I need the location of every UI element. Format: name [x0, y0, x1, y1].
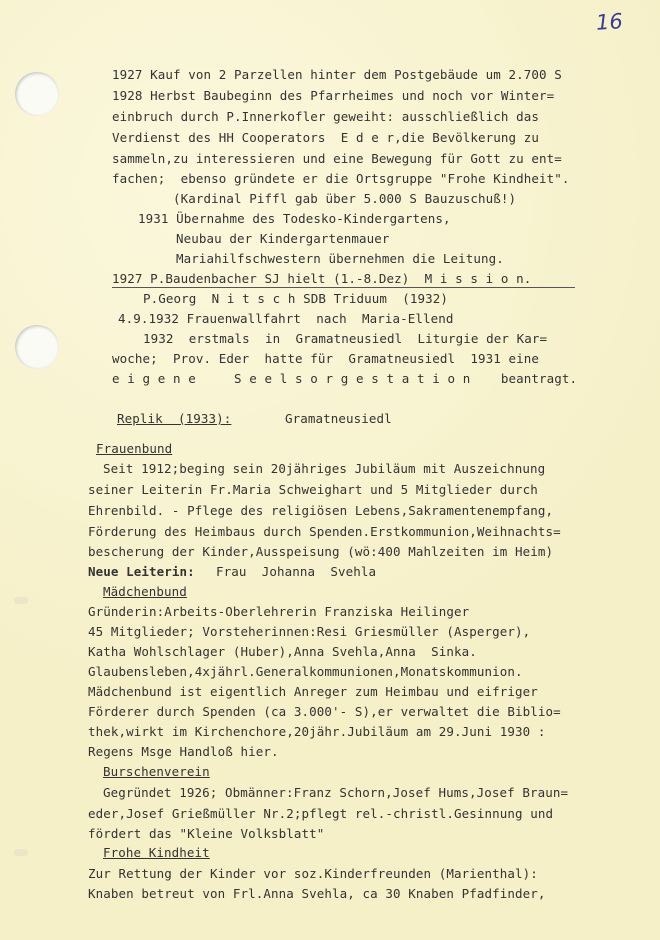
text-line: 1932 erstmals in Gramatneusiedl Liturgie der Kar= — [143, 331, 548, 346]
punch-hole-top — [15, 72, 59, 116]
text-line: Gegründet 1926; Obmänner:Franz Schorn,Josef Hums,Josef Braun= — [103, 785, 569, 800]
page-number: 16 — [595, 9, 624, 35]
section-heading-replik: Replik (1933): — [117, 411, 232, 426]
text-line: 45 Mitglieder; Vorsteherinnen:Resi Griesmüller (Asperger), — [88, 624, 531, 639]
text-line: thek,wirkt im Kirchenchore,20jähr.Jubiläum am 29.Juni 1930 : — [88, 724, 546, 739]
text-line: eder,Josef Grießmüller Nr.2;pflegt rel.-christl.Gesinnung und — [88, 806, 554, 821]
text-line: Regens Msge Handloß hier. — [88, 744, 279, 759]
margin-mark — [14, 597, 28, 604]
punch-hole-bottom — [15, 325, 59, 369]
text-line: 1931 Übernahme des Todesko-Kindergartens, — [138, 211, 451, 226]
text-line: e i g e n e S e e l s o r g e s t a t i o n beantragt. — [112, 371, 578, 386]
section-heading-frohe-kindheit: Frohe Kindheit — [103, 845, 210, 860]
section-heading-maedchenbund: Mädchenbund — [103, 584, 187, 599]
margin-mark — [14, 849, 28, 856]
text-line: Glaubensleben,4xjährl.Generalkommunionen,Monatskommunion. — [88, 664, 523, 679]
text-line: seiner Leiterin Fr.Maria Schweighart und 5 Mitglieder durch — [88, 482, 538, 497]
text-line: Neubau der Kindergartenmauer — [176, 231, 390, 246]
text-line: Frau Johanna Svehla — [216, 564, 377, 579]
text-line: Förderung des Heimbaus durch Spenden.Erstkommunion,Weihnachts= — [88, 524, 561, 539]
text-line: Förderer durch Spenden (ca 3.000'- S),er verwaltet die Biblio= — [88, 704, 561, 719]
text-line: Mädchenbund ist eigentlich Anreger zum Heimbau und eifriger — [88, 684, 538, 699]
text-line: P.Georg N i t s c h SDB Triduum (1932) — [143, 291, 449, 306]
text-line: sammeln,zu interessieren und eine Bewegung für Gott zu ent= — [112, 151, 562, 166]
text-line: 1928 Herbst Baubeginn des Pfarrheimes und noch vor Winter= — [112, 88, 555, 103]
text-line: Gramatneusiedl — [285, 411, 392, 426]
text-line: 1927 Kauf von 2 Parzellen hinter dem Postgebäude um 2.700 S — [112, 67, 562, 82]
section-heading-burschenverein: Burschenverein — [103, 764, 210, 779]
text-line: woche; Prov. Eder hatte für Gramatneusiedl 1931 eine — [112, 351, 540, 366]
text-line: bescherung der Kinder,Ausspeisung (wö:400 Mahlzeiten im Heim) — [88, 544, 554, 559]
text-line: (Kardinal Piffl gab über 5.000 S Bauzuschuß!) — [173, 191, 517, 206]
text-line: Katha Wohlschlager (Huber),Anna Svehla,Anna Sinka. — [88, 644, 477, 659]
section-heading-frauenbund: Frauenbund — [96, 441, 173, 456]
text-line: einbruch durch P.Innerkofler geweiht: ausschließlich das — [112, 109, 540, 124]
text-line: Ehrenbild. - Pflege des religiösen Lebens,Sakramentenempfang, — [88, 503, 554, 518]
text-line: Gründerin:Arbeits-Oberlehrerin Franziska Heilinger — [88, 604, 470, 619]
text-line: 4.9.1932 Frauenwallfahrt nach Maria-Ellend — [118, 311, 454, 326]
text-line-mission: 1927 P.Baudenbacher SJ hielt (1.-8.Dez) M i s s i o n. — [112, 271, 532, 286]
underline-rule — [112, 287, 575, 288]
text-line: fördert das "Kleine Volksblatt" — [88, 826, 325, 841]
text-line: Mariahilfschwestern übernehmen die Leitung. — [176, 251, 504, 266]
text-line: Verdienst des HH Cooperators E d e r,die Bevölkerung zu — [112, 130, 540, 145]
text-line: Seit 1912;beging sein 20jähriges Jubiläum mit Auszeichnung — [103, 461, 546, 476]
text-line: fachen; ebenso gründete er die Ortsgruppe "Frohe Kindheit". — [112, 171, 570, 186]
new-leader-label: Neue Leiterin: — [88, 564, 195, 579]
text-line: Zur Rettung der Kinder vor soz.Kinderfreunden (Marienthal): — [88, 866, 538, 881]
text-line: Knaben betreut von Frl.Anna Svehla, ca 30 Knaben Pfadfinder, — [88, 886, 546, 901]
